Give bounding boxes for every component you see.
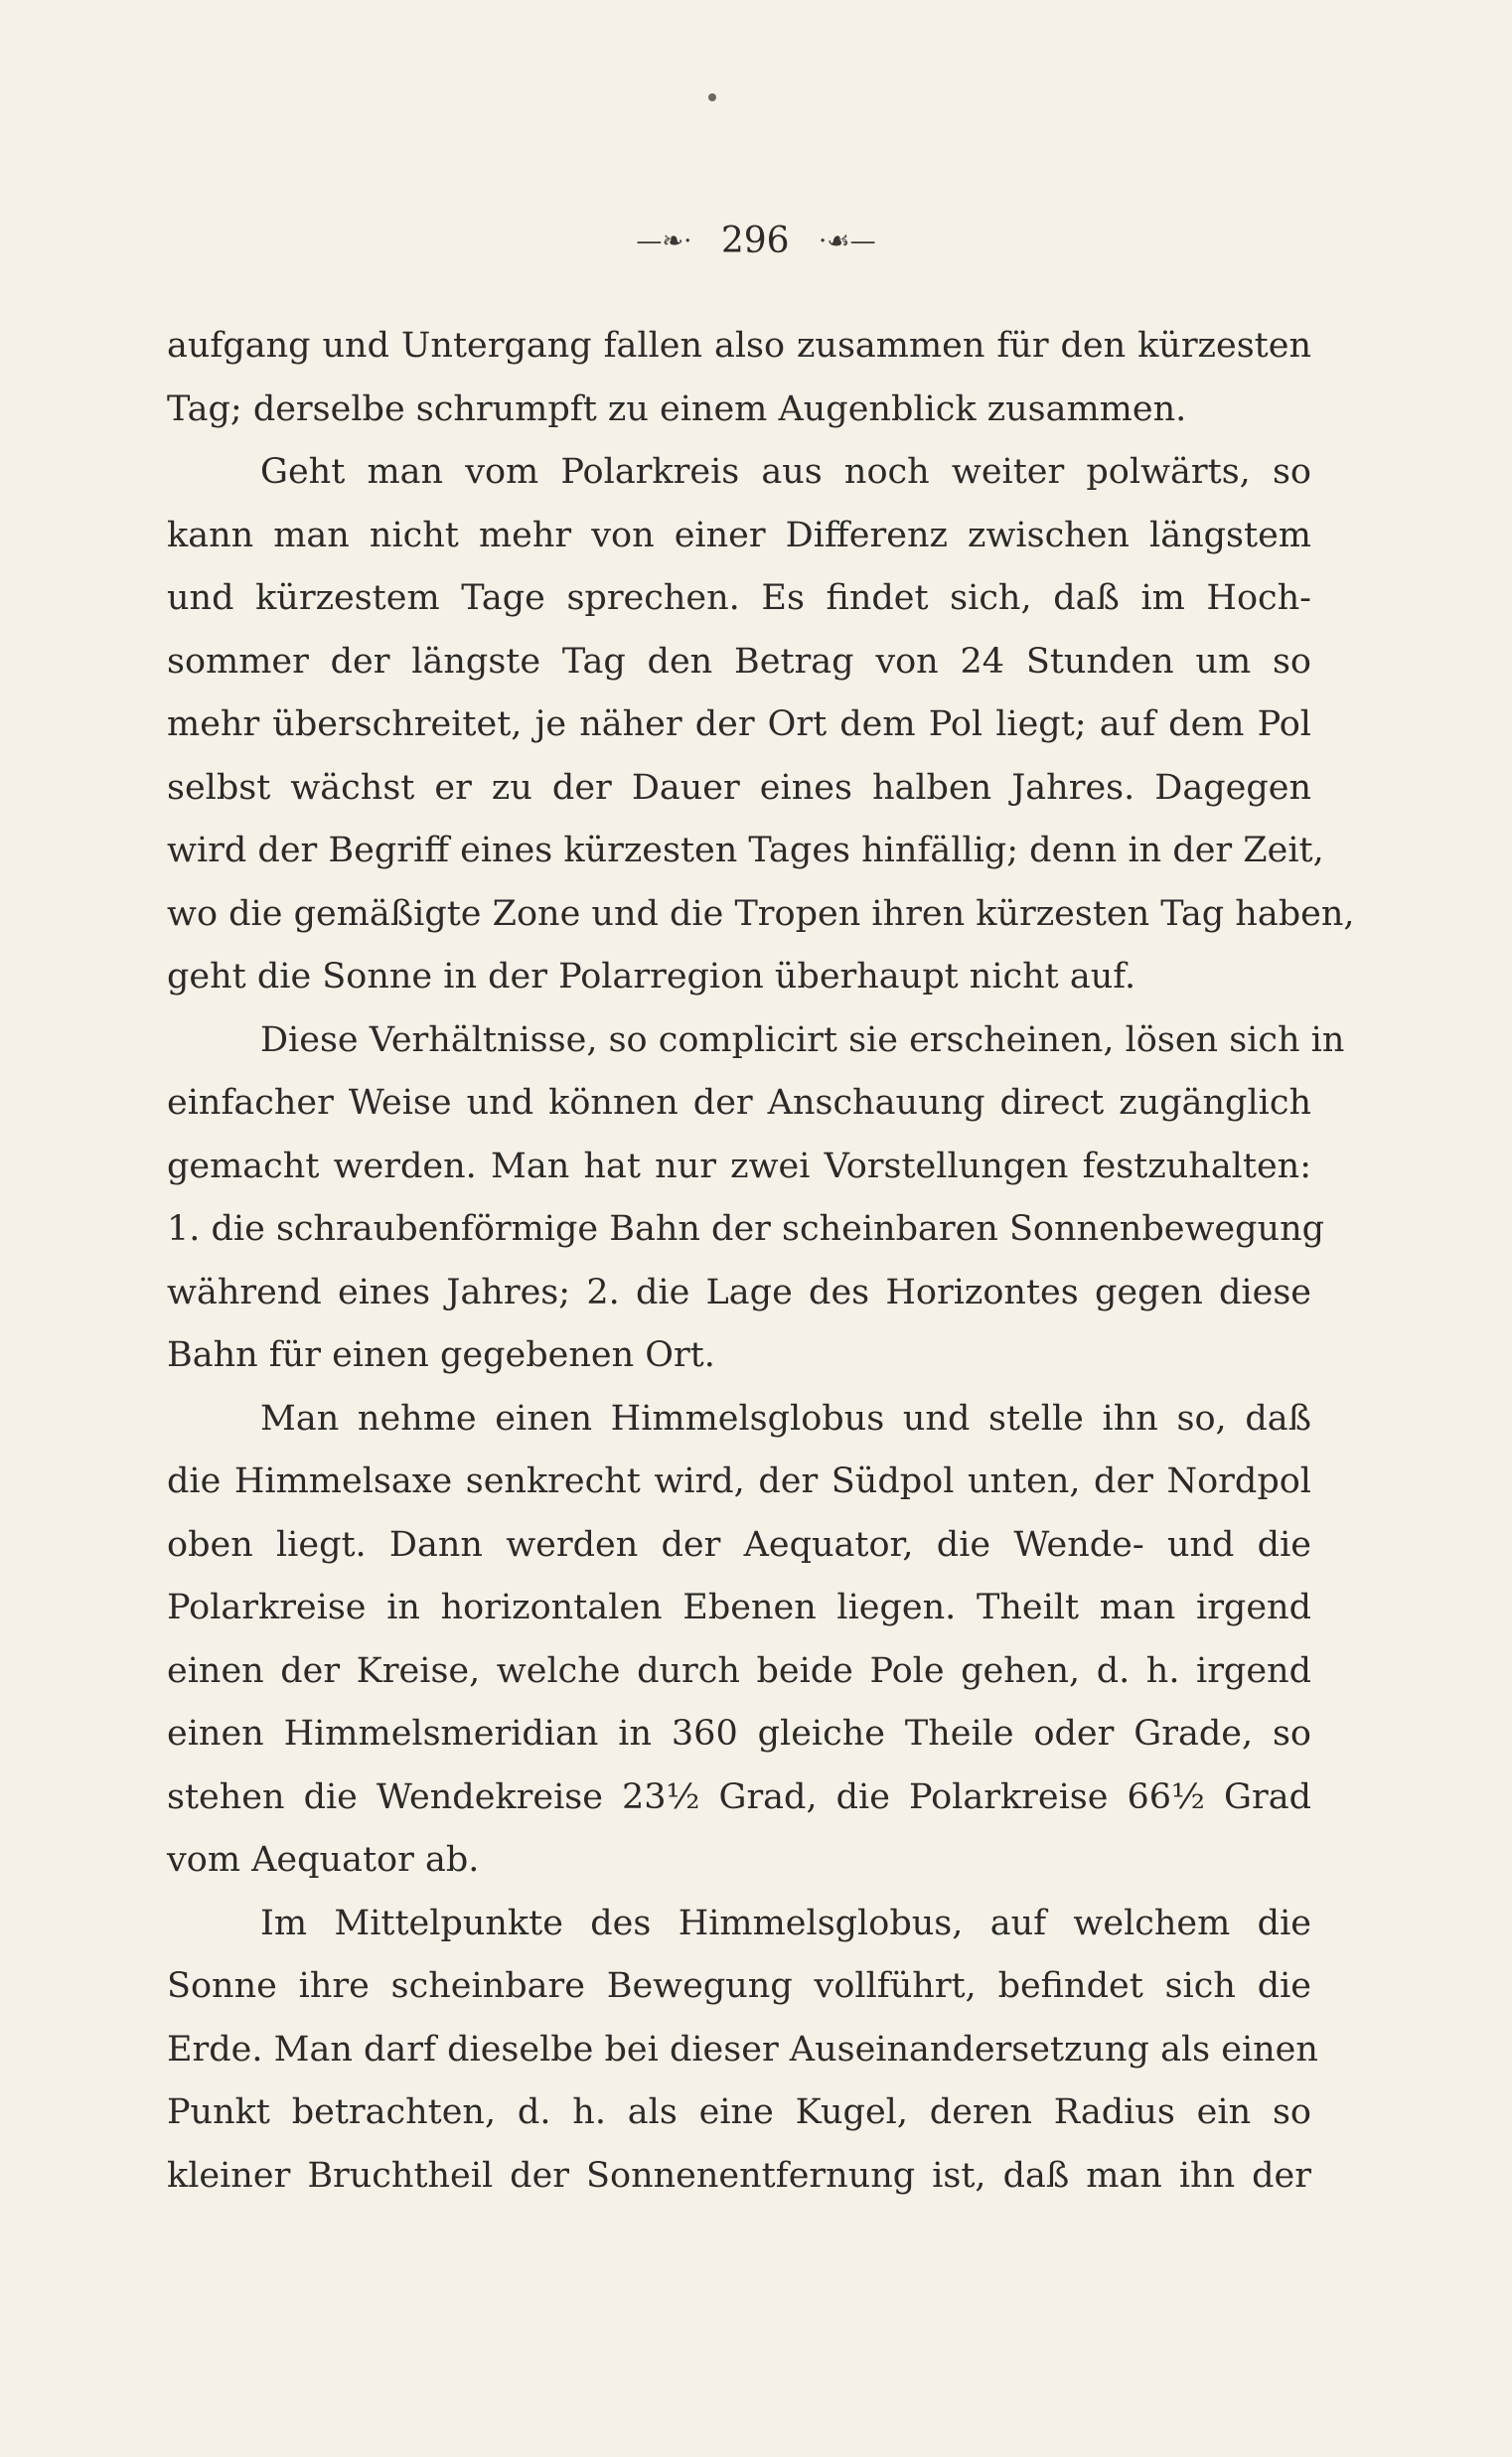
text-line: die Himmelsaxe senkrecht wird, der Südpol unten, der Nordpol <box>167 1461 1311 1501</box>
text-line: sommer der längste Tag den Betrag von 24 Stunden um so <box>167 641 1311 682</box>
text-line: Diese Verhältnisse, so complicirt sie erscheinen, lösen sich in <box>260 1019 1345 1060</box>
ink-speck <box>708 93 716 101</box>
text-line: Polarkreise in horizontalen Ebenen liegen. Theilt man irgend <box>167 1588 1311 1627</box>
text-line: wo die gemäßigte Zone und die Tropen ihren kürzesten Tag haben, <box>167 893 1355 934</box>
text-line: kleiner Bruchtheil der Sonnenentfernung ist, daß man ihn der <box>167 2155 1311 2196</box>
text-line: Tag; derselbe schrumpft zu einem Augenblick zusammen. <box>167 388 1187 429</box>
text-line: Man nehme einen Himmelsglobus und stelle ihn so, daß <box>260 1398 1311 1439</box>
text-line: mehr überschreitet, je näher der Ort dem Pol liegt; auf dem Pol <box>167 704 1311 744</box>
ornament-right-icon: ·☙— <box>819 227 876 256</box>
text-line: Geht man vom Polarkreis aus noch weiter polwärts, so <box>260 452 1311 492</box>
text-line: Erde. Man darf dieselbe bei dieser Auseinandersetzung als einen <box>167 2029 1318 2070</box>
text-line: während eines Jahres; 2. die Lage des Horizontes gegen diese <box>167 1272 1311 1312</box>
text-line: kann man nicht mehr von einer Differenz zwischen längstem <box>167 515 1311 555</box>
text-line: wird der Begriff eines kürzesten Tages hinfällig; denn in der Zeit, <box>167 831 1324 870</box>
text-line: oben liegt. Dann werden der Aequator, die Wende- und die <box>167 1524 1311 1565</box>
ornament-left-icon: —❧· <box>636 227 692 256</box>
page-header <box>0 215 1512 266</box>
text-line: einen Himmelsmeridian in 360 gleiche Theile oder Grade, so <box>167 1714 1311 1754</box>
text-line: 1. die schraubenförmige Bahn der scheinbaren Sonnenbewegung <box>167 1209 1325 1249</box>
text-line: und kürzestem Tage sprechen. Es findet sich, daß im Hoch- <box>167 578 1311 618</box>
text-line: geht die Sonne in der Polarregion überhaupt nicht auf. <box>167 957 1136 997</box>
text-line: vom Aequator ab. <box>167 1840 480 1880</box>
text-line: selbst wächst er zu der Dauer eines halben Jahres. Dagegen <box>167 767 1311 808</box>
text-line: aufgang und Untergang fallen also zusammen für den kürzesten <box>167 326 1311 366</box>
page-number: 296 <box>720 221 790 261</box>
text-line: Im Mittelpunkte des Himmelsglobus, auf welchem die <box>260 1903 1311 1943</box>
text-line: stehen die Wendekreise 23½ Grad, die Polarkreise 66½ Grad <box>167 1776 1311 1817</box>
text-line: Sonne ihre scheinbare Bewegung vollführt, befindet sich die <box>167 1966 1311 2006</box>
text-line: Bahn für einen gegebenen Ort. <box>167 1335 715 1375</box>
body-text <box>167 315 1355 2208</box>
text-line: einen der Kreise, welche durch beide Pole gehen, d. h. irgend <box>167 1650 1311 1691</box>
text-line: einfacher Weise und können der Anschauung direct zugänglich <box>167 1083 1311 1123</box>
text-line: Punkt betrachten, d. h. als eine Kugel, deren Radius ein so <box>167 2092 1311 2132</box>
text-line: gemacht werden. Man hat nur zwei Vorstellungen festzuhalten: <box>167 1146 1311 1186</box>
